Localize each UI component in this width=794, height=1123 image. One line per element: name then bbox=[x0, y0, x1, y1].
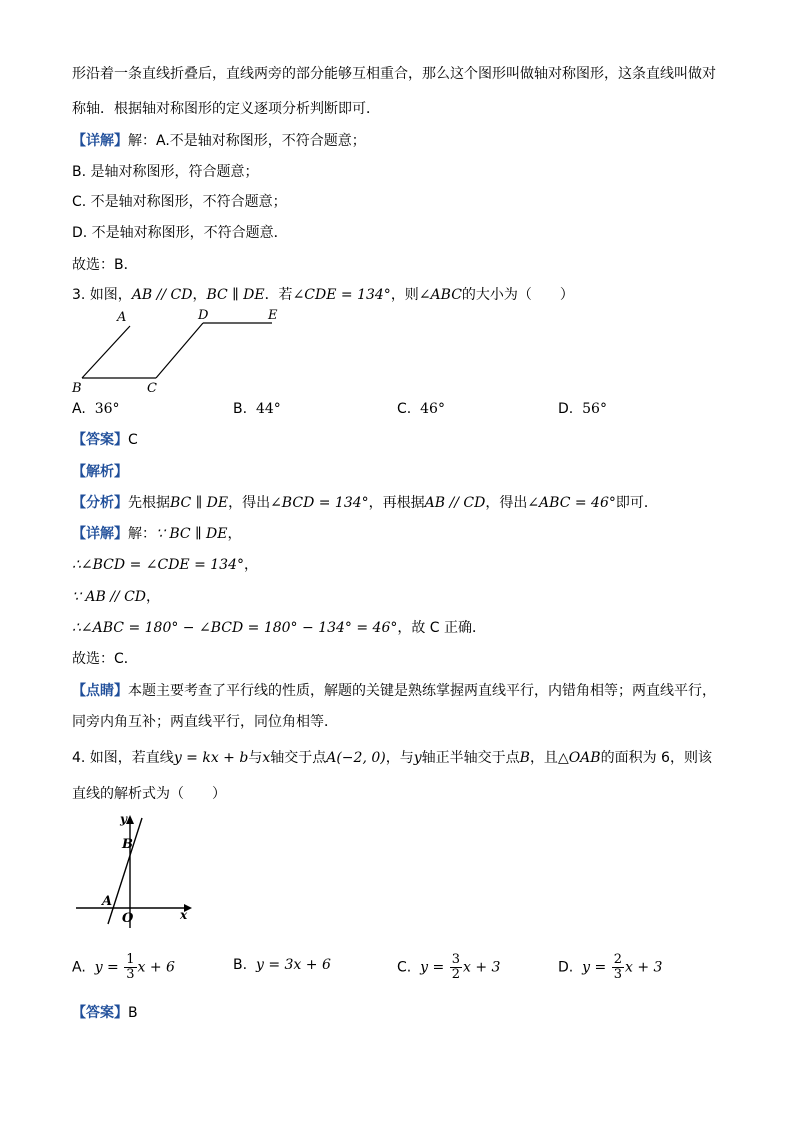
q3-stem-mid2: ．若 bbox=[264, 287, 293, 303]
label-y: y bbox=[120, 812, 127, 826]
answer-tag: 【答案】 bbox=[72, 432, 128, 448]
option-letter: B. bbox=[233, 401, 248, 417]
q3-option-b bbox=[233, 399, 281, 419]
q4-line-graph-figure bbox=[72, 812, 202, 932]
q2-detail-c: C. 不是轴对称图形，不符合题意； bbox=[72, 194, 287, 210]
stem-text: 与 bbox=[248, 750, 263, 766]
q3-stem-math1: AB // CD bbox=[131, 287, 193, 303]
q3-option-c bbox=[397, 399, 445, 419]
option-letter: A. bbox=[72, 959, 86, 976]
q2-choose: 故选：B． bbox=[72, 257, 138, 273]
analysis-text: 即可． bbox=[615, 495, 658, 511]
option-rest: x + 6 bbox=[137, 959, 175, 976]
q3-detail-2 bbox=[72, 555, 258, 575]
q3-option-d bbox=[558, 399, 607, 419]
fraction-denominator: 3 bbox=[613, 967, 622, 982]
label-e: E bbox=[268, 308, 278, 323]
stem-math: △OAB bbox=[557, 750, 601, 766]
intro-line-2: 称轴．根据轴对称图形的定义逐项分析判断即可． bbox=[72, 101, 380, 117]
label-d: D bbox=[198, 308, 209, 323]
option-rest: x + 3 bbox=[624, 959, 663, 976]
option-lhs: y = bbox=[582, 959, 607, 976]
stem-text: 轴交于点 bbox=[270, 750, 327, 766]
q3-analysis-heading bbox=[72, 462, 128, 482]
analysis-tag: 【解析】 bbox=[72, 464, 128, 480]
label-b: B bbox=[72, 381, 82, 396]
q3-parallelogram-figure bbox=[66, 306, 296, 398]
option-letter: C. bbox=[397, 401, 412, 417]
comment-tag: 【点睛】 bbox=[72, 683, 128, 699]
analysis-text: 先根据 bbox=[128, 495, 170, 511]
option-letter: D. bbox=[558, 959, 574, 976]
q3-stem-math4: ∠ABC bbox=[418, 287, 462, 303]
q3-detail-4 bbox=[72, 618, 486, 638]
detail-text: 解： bbox=[128, 526, 156, 542]
comment-text: 本题主要考查了平行线的性质，解题的关键是熟练掌握两直线平行，内错角相等；两直线平行， bbox=[128, 683, 716, 699]
detail-math: ∴∠ABC = 180° − ∠BCD = 180° − 134° = 46° bbox=[72, 620, 398, 636]
fraction-denominator: 2 bbox=[451, 967, 460, 982]
analysis-math: ∠ABC = 46° bbox=[527, 495, 616, 511]
option-letter: C. bbox=[397, 959, 412, 976]
option-value: 56° bbox=[582, 401, 607, 417]
segment-ab bbox=[82, 326, 130, 378]
option-lhs: y = 3x + 6 bbox=[255, 957, 331, 973]
answer-value: B bbox=[128, 1005, 138, 1021]
stem-math: x bbox=[262, 750, 271, 766]
detail-text: ， bbox=[146, 589, 161, 605]
option-letter: A. bbox=[72, 401, 86, 417]
q3-detail-1 bbox=[72, 524, 241, 544]
q3-choose: 故选：C． bbox=[72, 651, 138, 667]
detail-math: ∵ AB // CD bbox=[72, 589, 147, 605]
q3-analysis bbox=[72, 493, 658, 513]
q2-detail-b: B. 是轴对称图形，符合题意； bbox=[72, 164, 259, 180]
detail-text: ， bbox=[227, 526, 242, 542]
option-lhs: y = bbox=[94, 959, 119, 976]
option-letter: B. bbox=[233, 957, 248, 973]
q3-stem-prefix: 3. 如图， bbox=[72, 287, 132, 303]
q4-option-d bbox=[558, 953, 662, 982]
label-c: C bbox=[147, 381, 157, 396]
fraction-denominator: 3 bbox=[126, 967, 135, 982]
stem-text: 4. 如图，若直线 bbox=[72, 750, 174, 766]
stem-math: y bbox=[413, 750, 422, 766]
option-rest: x + 3 bbox=[462, 959, 501, 976]
detail-text: ，故 C 正确． bbox=[397, 620, 487, 636]
y-axis-arrow bbox=[126, 815, 134, 824]
q3-stem-mid1: ， bbox=[192, 287, 207, 303]
q3-stem bbox=[72, 285, 574, 305]
stem-text: 的面积为 6，则该 bbox=[600, 750, 712, 766]
fraction bbox=[612, 953, 624, 982]
answer-value: C bbox=[128, 432, 138, 448]
stem-text: 轴正半轴交于点 bbox=[421, 750, 520, 766]
label-a: A bbox=[102, 894, 113, 909]
stem-math: B bbox=[519, 750, 530, 766]
fraction-numerator: 2 bbox=[613, 952, 622, 967]
segment-cd bbox=[156, 323, 203, 378]
q3-comment-2: 同旁内角互补；两直线平行，同位角相等． bbox=[72, 714, 338, 730]
q2-detail-a-text: 解：A.不是轴对称图形，不符合题意； bbox=[128, 133, 366, 149]
stem-math: y = kx + b bbox=[173, 750, 249, 766]
label-a: A bbox=[117, 310, 127, 325]
option-letter: D. bbox=[558, 401, 574, 417]
answer-tag: 【答案】 bbox=[72, 1005, 128, 1021]
detail-math: ∵ BC ∥ DE bbox=[156, 526, 228, 542]
q4-stem-1 bbox=[72, 748, 712, 768]
analysis-text: ，得出 bbox=[228, 495, 271, 511]
q4-answer bbox=[72, 1003, 138, 1023]
q4-option-c bbox=[397, 953, 500, 982]
option-value: 46° bbox=[420, 401, 445, 417]
analysis-math: ∠BCD = 134° bbox=[270, 495, 369, 511]
q3-stem-mid3: ，则 bbox=[390, 287, 419, 303]
detail-text: ， bbox=[244, 557, 258, 573]
q3-comment-1 bbox=[72, 681, 716, 701]
option-lhs: y = bbox=[420, 959, 445, 976]
label-b: B bbox=[122, 837, 133, 852]
q4-option-b bbox=[233, 955, 331, 975]
q3-answer bbox=[72, 430, 138, 450]
fraction-numerator: 3 bbox=[451, 952, 460, 967]
q4-stem-2: 直线的解析式为（ ） bbox=[72, 786, 226, 802]
stem-text: ，且 bbox=[529, 750, 558, 766]
q3-stem-math2: BC ∥ DE bbox=[206, 287, 265, 303]
stem-math: A(−2, 0) bbox=[326, 750, 386, 766]
analysis-text: ，再根据 bbox=[368, 495, 425, 511]
q2-detail-d: D. 不是轴对称图形，不符合题意． bbox=[72, 225, 288, 241]
fraction-numerator: 1 bbox=[126, 952, 135, 967]
q2-detail-a bbox=[72, 131, 366, 151]
intro-line-1: 形沿着一条直线折叠后，直线两旁的部分能够互相重合，那么这个图形叫做轴对称图形，这条直线叫做对 bbox=[72, 66, 716, 82]
q3-option-a bbox=[72, 399, 120, 419]
detail-math: ∴∠BCD = ∠CDE = 134° bbox=[72, 557, 244, 573]
detail-tag: 【详解】 bbox=[72, 133, 128, 149]
label-x: x bbox=[180, 908, 188, 922]
analysis-text: ，得出 bbox=[485, 495, 528, 511]
option-value: 36° bbox=[94, 401, 120, 417]
analysis-math: AB // CD bbox=[424, 495, 486, 511]
q4-option-a bbox=[72, 953, 175, 982]
fraction bbox=[124, 953, 136, 982]
detail-tag: 【详解】 bbox=[72, 526, 128, 542]
analysis-label: 【分析】 bbox=[72, 495, 128, 511]
option-value: 44° bbox=[255, 401, 281, 417]
q3-stem-suffix: 的大小为（ ） bbox=[461, 287, 574, 303]
analysis-math: BC ∥ DE bbox=[170, 495, 229, 511]
fraction bbox=[450, 953, 462, 982]
q3-detail-3 bbox=[72, 587, 160, 607]
label-o: O bbox=[122, 911, 134, 926]
stem-text: ，与 bbox=[385, 750, 414, 766]
q3-stem-math3: ∠CDE = 134° bbox=[292, 287, 391, 303]
